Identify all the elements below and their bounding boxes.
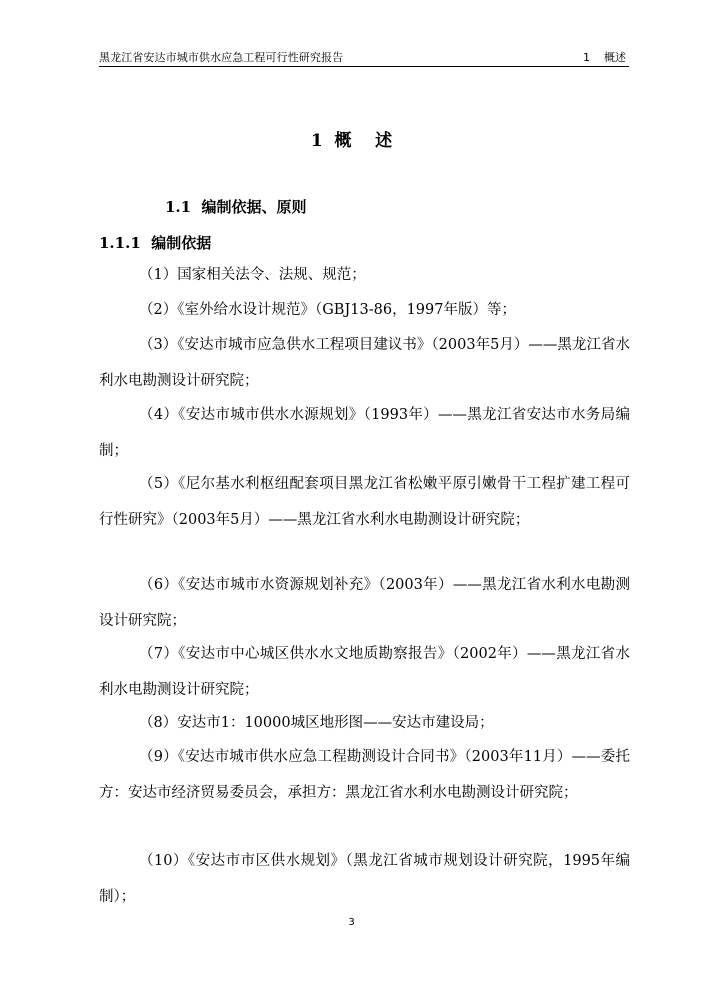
running-header-title: 黑龙江省安达市城市供水应急工程可行性研究报告 <box>99 51 344 64</box>
basis-item-1: （1）国家相关法令、法规、规范； <box>139 267 366 283</box>
section-heading: 1.1 编制依据、原则 <box>165 198 307 216</box>
page-number: 3 <box>348 917 355 928</box>
basis-item-10: （10）《安达市市区供水规划》（黑龙江省城市规划设计研究院，1995年编制）； <box>99 853 630 905</box>
basis-item-4: （4）《安达市城市供水水源规划》（1993年）——黑龙江省安达市水务局编制； <box>99 407 630 459</box>
header-divider <box>99 66 629 67</box>
running-header-chapter: 1 概述 <box>583 51 626 64</box>
basis-item-8: （8）安达市1：10000城区地形图——安达市建设局； <box>139 715 494 731</box>
chapter-title: 1 概 述 <box>310 131 393 151</box>
basis-item-3: （3）《安达市城市应急供水工程项目建议书》（2003年5月）——黑龙江省水利水电勘测设计研究院； <box>99 337 630 389</box>
basis-item-2: （2）《室外给水设计规范》（GBJ13-86，1997年版）等； <box>139 302 516 318</box>
basis-item-7: （7）《安达市中心城区供水水文地质勘察报告》（2002年）——黑龙江省水利水电勘测设计研究院； <box>99 646 630 698</box>
subsection-heading: 1.1.1 编制依据 <box>99 234 212 252</box>
basis-item-9: （9）《安达市城市供水应急工程勘测设计合同书》（2003年11月）——委托方：安达市经济贸易委员会，承担方：黑龙江省水利水电勘测设计研究院； <box>99 749 630 801</box>
basis-item-5: （5）《尼尔基水利枢纽配套项目黑龙江省松嫩平原引嫩骨干工程扩建工程可行性研究》（2003年5月）——黑龙江省水利水电勘测设计研究院； <box>99 476 630 528</box>
basis-item-6: （6）《安达市城市水资源规划补充》（2003年）——黑龙江省水利水电勘测设计研究院； <box>99 577 630 629</box>
